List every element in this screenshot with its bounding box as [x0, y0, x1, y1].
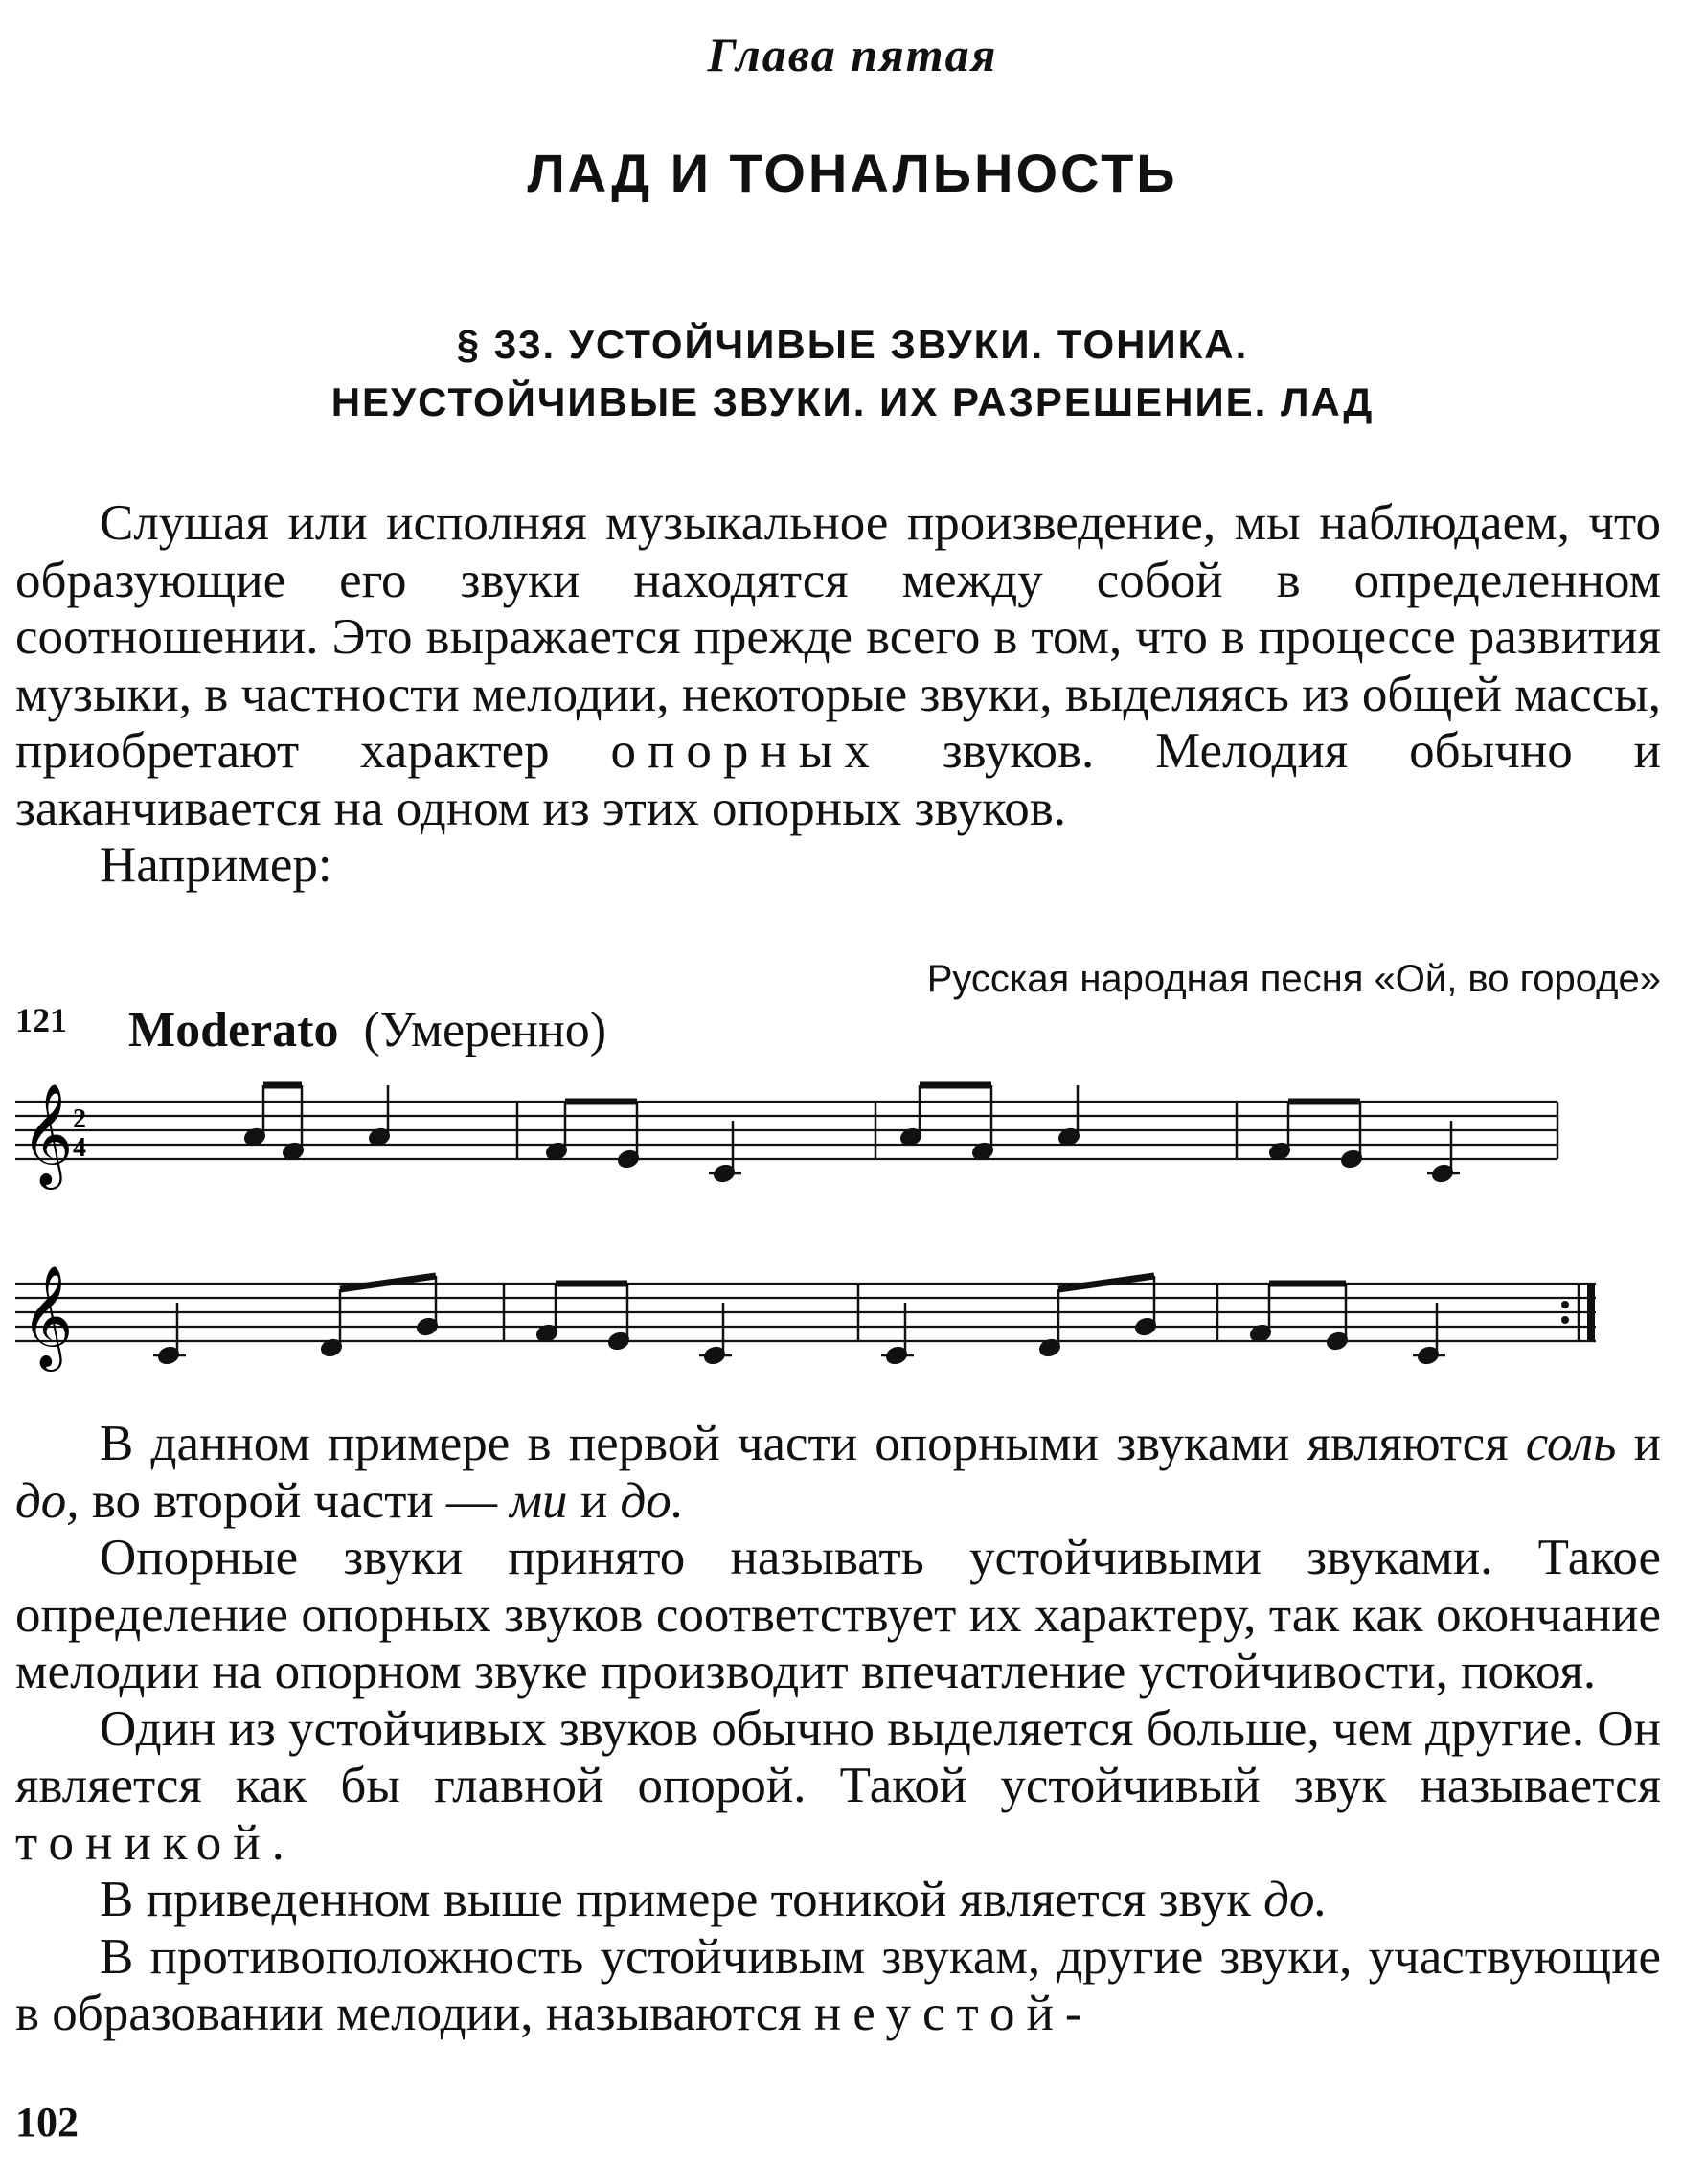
chapter-heading: Глава пятая — [707, 28, 998, 81]
note-name: до. — [1263, 1872, 1328, 1927]
spaced-term: неустой- — [813, 1986, 1094, 2041]
tempo-marking — [128, 1002, 606, 1058]
treble-clef-icon: 𝄞 — [21, 1082, 74, 1185]
paragraph-text: и — [1616, 1416, 1661, 1471]
staff-line-1 — [15, 1073, 1661, 1217]
tempo-russian: (Умеренно) — [363, 1003, 607, 1058]
paragraph-text: В приведенном выше примере тоникой является звук — [100, 1872, 1264, 1927]
staff-line-2 — [15, 1255, 1661, 1399]
section-heading-line-1: § 33. УСТОЙЧИВЫЕ ЗВУКИ. ТОНИКА. — [456, 322, 1249, 367]
paragraph-text: Один из устойчивых звуков обычно выделяется больше, чем другие. Он является как бы главной опорой. Такой устойчивый звук называется — [15, 1700, 1661, 1813]
paragraph-text: звуков. Мелодия обычно и заканчивается на одном из этих опорных звуков. — [15, 723, 1661, 836]
music-example — [15, 958, 1661, 1418]
paragraph-text: В данном примере в первой части опорными звуками являются — [100, 1416, 1526, 1471]
example-number: 121 — [15, 1001, 67, 1039]
page-number: 102 — [15, 2099, 79, 2146]
paragraph-text: во второй части — — [79, 1472, 511, 1529]
paragraph-text: и — [567, 1472, 621, 1529]
note-name: до, — [15, 1472, 80, 1529]
paragraph-text: Слушая или исполняя музыкальное произведение, мы наблюдаем, что образующие его звуки находятся между собой в определенном соотношении. Это выражается прежде всего в том, что в процессе развития музыки, в частности мелодии, некоторые звуки, выделяясь из общей массы, приобретают характер — [15, 495, 1661, 779]
time-signature-bottom: 4 — [73, 1133, 86, 1163]
paragraph — [15, 495, 1661, 837]
section-heading-line-2: НЕУСТОЙЧИВЫЕ ЗВУКИ. ИХ РАЗРЕШЕНИЕ. ЛАД — [330, 379, 1375, 424]
chapter-title: ЛАД И ТОНАЛЬНОСТЬ — [527, 143, 1178, 203]
paragraph — [15, 1701, 1661, 1873]
note-name: ми — [510, 1472, 568, 1529]
treble-clef-icon: 𝄞 — [21, 1264, 74, 1367]
paragraph: Опорные звуки принято называть устойчивыми звуками. Такое определение опорных звуков соответствует их характеру, так как окончание мелодии на опорном звуке производит впечатление устойчивости, покоя. — [15, 1530, 1661, 1699]
body-text — [15, 1416, 1661, 2043]
note-name: до. — [620, 1472, 684, 1529]
intro-text — [15, 495, 1661, 895]
note-name: соль — [1525, 1416, 1617, 1471]
spaced-term: опорных — [610, 723, 881, 779]
paragraph-text: В противоположность устойчивым звукам, другие звуки, участвующие в образовании мелодии, называются — [15, 1928, 1661, 2041]
section-heading — [0, 316, 1705, 431]
paragraph: Например: — [100, 837, 332, 893]
spaced-term: тоникой. — [15, 1814, 296, 1871]
example-source: Русская народная песня «Ой, во городе» — [926, 958, 1661, 1000]
paragraph — [15, 1872, 1661, 1929]
tempo-italian: Moderato — [128, 1003, 339, 1058]
paragraph — [15, 1416, 1661, 1530]
paragraph — [15, 1929, 1661, 2043]
time-signature-top: 2 — [73, 1104, 86, 1134]
